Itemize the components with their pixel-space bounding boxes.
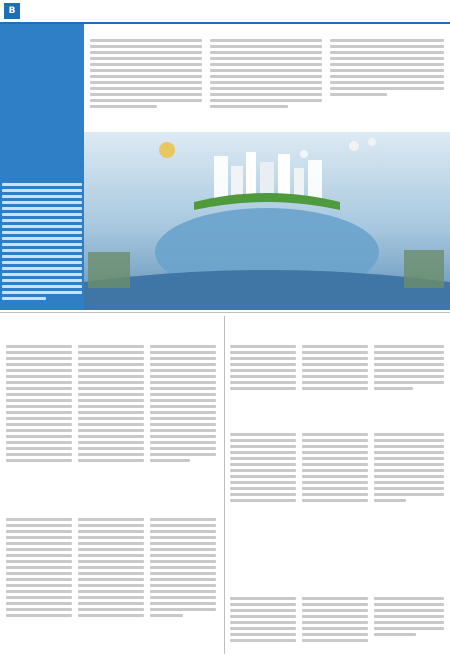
hero-illustration	[84, 132, 450, 310]
article-2-col-1	[6, 515, 72, 620]
top-text-column-1	[90, 36, 202, 130]
article-3-col-1	[230, 342, 296, 393]
article-1-col-3	[150, 342, 216, 465]
side-panel	[0, 24, 84, 310]
article-1-col-2	[78, 342, 144, 465]
article-5-col-3	[374, 594, 444, 639]
top-text-column-2	[210, 36, 322, 130]
masthead	[0, 0, 450, 22]
side-panel-body	[2, 180, 82, 308]
article-2-col-2	[78, 515, 144, 620]
article-2-col-3	[150, 515, 216, 620]
article-4-col-2	[302, 430, 368, 505]
page-number-badge: B	[4, 3, 20, 19]
article-1-col-1	[6, 342, 72, 465]
article-4-col-1	[230, 430, 296, 505]
article-5-col-2	[302, 594, 368, 645]
article-3-col-3	[374, 342, 444, 393]
top-text-column-3	[330, 36, 444, 130]
section-divider	[0, 312, 450, 313]
article-4-col-3	[374, 430, 444, 505]
article-5-col-1	[230, 594, 296, 645]
article-3-col-2	[302, 342, 368, 393]
column-divider	[224, 316, 225, 654]
earth-city-illustration	[84, 132, 450, 310]
